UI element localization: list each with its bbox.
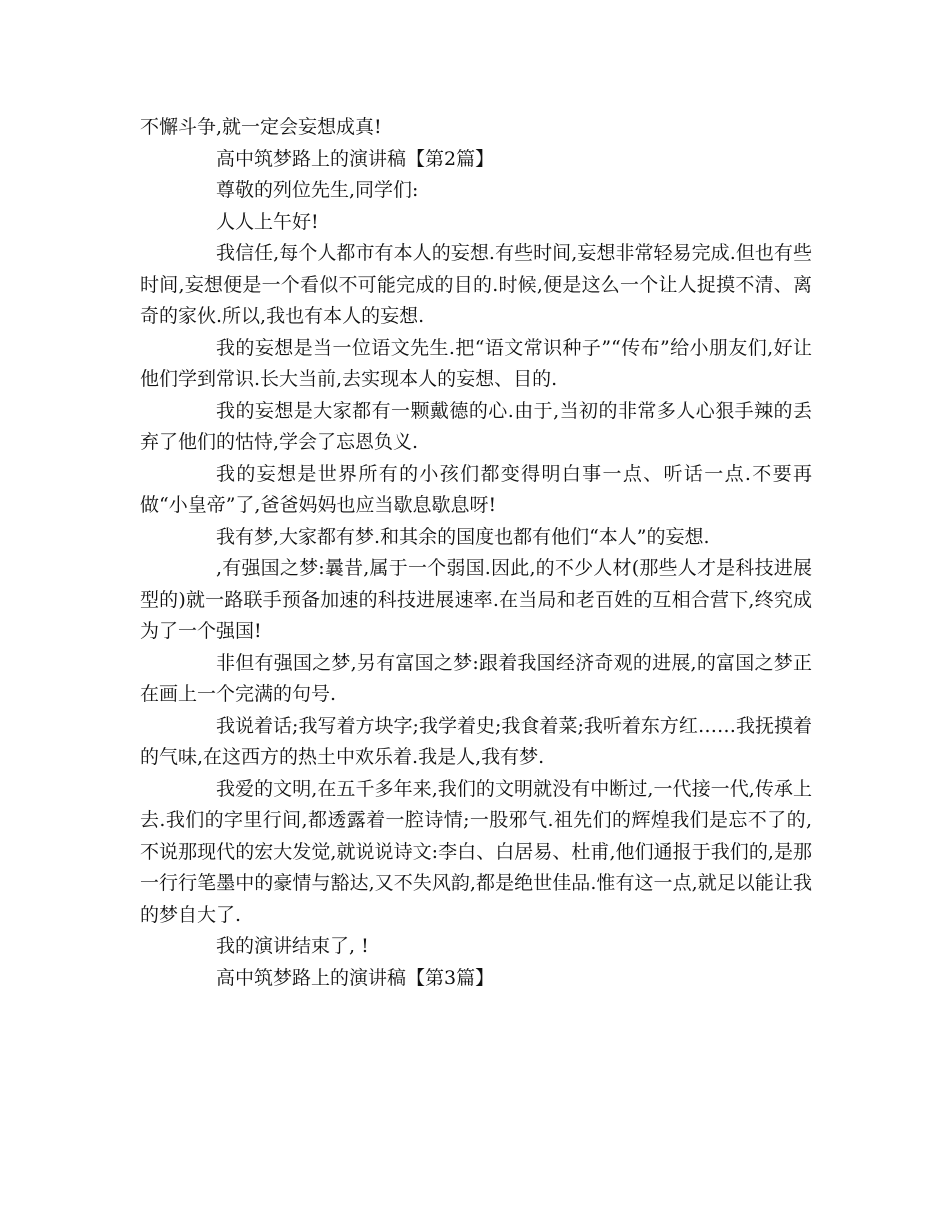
- section-heading-2: 高中筑梦路上的演讲稿【第2篇】: [216, 147, 495, 170]
- section-heading-3: 高中筑梦路上的演讲稿【第3篇】: [216, 966, 495, 989]
- paragraph: 我的妄想是当一位语文先生.把“语文常识种子”“传布”给小朋友们,好让他们学到常识.长大当前,去实现本人的妄想、目的.: [140, 336, 812, 390]
- paragraph: 我爱的文明,在五千多年来,我们的文明就没有中断过,一代接一代,传承上去.我们的字里行间,都透露着一腔诗情;一股邪气.祖先们的辉煌我们是忘不了的,不说那现代的宏大发觉,就说说诗文:李白、白居易、杜甫,他们通报于我们的,是那一行行笔墨中的豪情与豁达,又不失风韵,都是绝世佳品.惟有这一点,就足以能让我的梦自大了.: [140, 777, 812, 926]
- paragraph-continuation: 不懈斗争,就一定会妄想成真!: [140, 116, 382, 138]
- paragraph: 我的妄想是大家都有一颗戴德的心.由于,当初的非常多人心狠手辣的丢弃了他们的怙恃,学会了忘恩负义.: [140, 399, 812, 453]
- paragraph: 我说着话;我写着方块字;我学着史;我食着菜;我听着东方红……我抚摸着的气味,在这西方的热土中欢乐着.我是人,我有梦.: [140, 714, 812, 768]
- paragraph: ,有强国之梦:曩昔,属于一个弱国.因此,的不少人材(那些人才是科技进展型的)就一路联手预备加速的科技进展速率.在当局和老百姓的互相合营下,终究成为了一个强国!: [140, 557, 812, 642]
- salutation: 尊敬的列位先生,同学们:: [216, 179, 419, 201]
- paragraph: 我信任,每个人都市有本人的妄想.有些时间,妄想非常轻易完成.但也有些时间,妄想便是一个看似不可能完成的目的.时候,便是这么一个让人捉摸不清、离奇的家伙.所以,我也有本人的妄想.: [140, 242, 812, 327]
- closing-line: 我的演讲结束了, !: [216, 935, 369, 957]
- paragraph: 非但有强国之梦,另有富国之梦:跟着我国经济奇观的进展,的富国之梦正在画上一个完满的句号.: [140, 651, 812, 705]
- greeting: 人人上午好!: [216, 210, 319, 233]
- paragraph: 我有梦,大家都有梦.和其余的国度也都有他们“本人”的妄想.: [216, 525, 710, 548]
- paragraph: 我的妄想是世界所有的小孩们都变得明白事一点、听话一点.不要再做“小皇帝”了,爸爸妈妈也应当歇息歇息呀!: [140, 462, 812, 516]
- document-body: [140, 112, 812, 994]
